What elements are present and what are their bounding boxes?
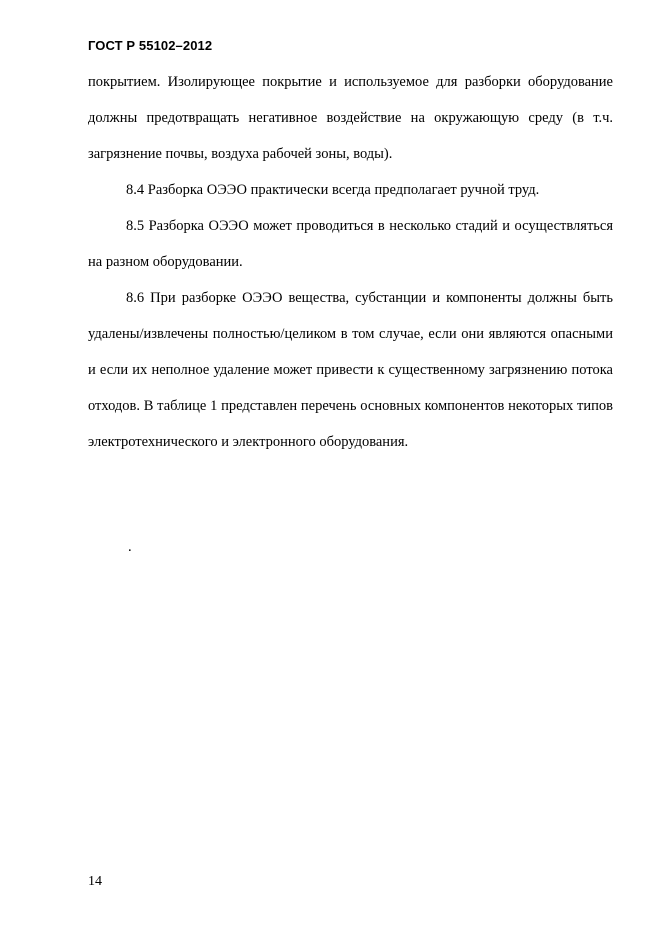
document-header-code: ГОСТ Р 55102–2012 — [88, 38, 213, 53]
paragraph-continuation: покрытием. Изолирующее покрытие и используемое для разборки оборудование должны предотвращать негативное воздействие на окружающую среду (в т.ч. загрязнение почвы, воздуха рабочей зоны, воды). — [88, 74, 613, 162]
page-number: 14 — [88, 874, 102, 889]
stray-dot-mark: . — [128, 539, 132, 555]
document-body — [88, 64, 613, 460]
paragraph-8-4: 8.4 Разборка ОЭЭО практически всегда предполагает ручной труд. — [126, 182, 540, 198]
paragraph-8-5: 8.5 Разборка ОЭЭО может проводиться в несколько стадий и осуществляться на разном оборудовании. — [88, 218, 613, 270]
paragraph-8-6: 8.6 При разборке ОЭЭО вещества, субстанции и компоненты должны быть удалены/извлечены полностью/целиком в том случае, если они являются опасными и если их неполное удаление может привести к существенному загрязнению потока отходов. В таблице 1 представлен перечень основных компонентов некоторых типов электротехнического и электронного оборудования. — [88, 290, 613, 450]
